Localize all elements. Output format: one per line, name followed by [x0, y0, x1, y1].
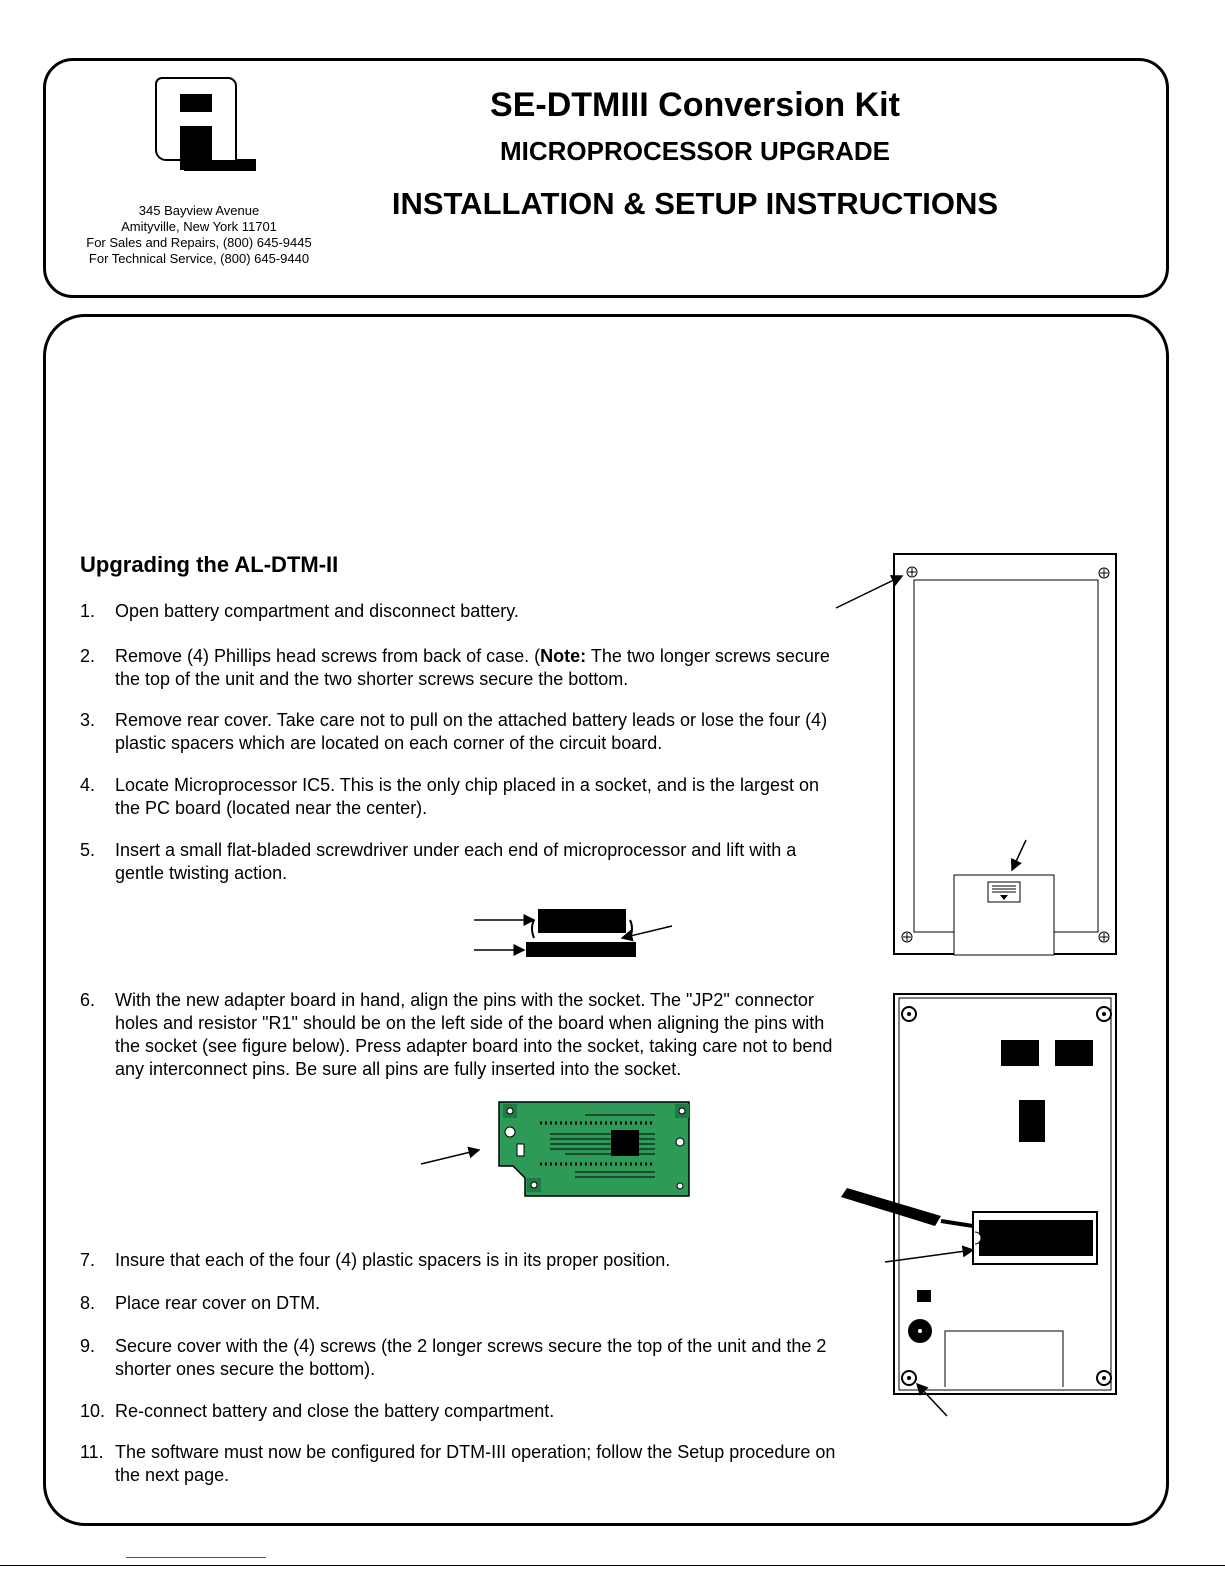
step-10: [80, 1400, 840, 1423]
step-number: 2.: [80, 646, 96, 666]
step-2: [80, 645, 840, 691]
step-number: 8.: [80, 1293, 96, 1313]
step-7: [80, 1249, 840, 1272]
step-number: 9.: [80, 1336, 96, 1356]
doc-heading: INSTALLATION & SETUP INSTRUCTIONS: [391, 186, 999, 221]
step-text: Locate Microprocessor IC5. This is the only chip placed in a socket, and is the largest on the PC board (located near the center).: [115, 775, 820, 818]
step-5: [80, 839, 840, 885]
doc-title: SE-DTMIII Conversion Kit: [490, 86, 900, 124]
step-text: With the new adapter board in hand, align the pins with the socket. The "JP2" connector holes and resistor "R1" should be on the left side of the board when aligning the pins with the socket (see figure below). Press adapter board into the socket, taking care not to bend any interconnect pins. Be sure all pins are fully inserted into the socket.: [115, 990, 833, 1079]
tech-phone: For Technical Service, (800) 645-9440: [88, 251, 310, 266]
adapter-board-figure: [415, 1098, 695, 1200]
step-number: 3.: [80, 710, 96, 730]
step-9: [80, 1335, 840, 1381]
step-text: The software must now be configured for DTM-III operation; follow the Setup procedure on the next page.: [115, 1442, 836, 1485]
step-text: Open battery compartment and disconnect battery.: [115, 601, 519, 621]
section-heading: Upgrading the AL-DTM-II: [80, 552, 339, 577]
step-11: [80, 1441, 840, 1487]
step-text-start: Remove (4) Phillips head screws from back of case. (: [115, 646, 541, 666]
step-text: [115, 645, 840, 691]
step-number: 4.: [80, 775, 96, 795]
step-text: Insure that each of the four (4) plastic spacers is in its proper position.: [115, 1250, 671, 1270]
footer-link[interactable]: [126, 1557, 266, 1558]
company-logo: [150, 76, 260, 176]
step-text: Secure cover with the (4) screws (the 2 longer screws secure the top of the unit and the 2 shorter ones secure the bottom).: [115, 1336, 827, 1379]
step-text: Place rear cover on DTM.: [115, 1293, 321, 1313]
step-3: [80, 709, 840, 755]
step-number: 5.: [80, 840, 96, 860]
rear-cover-figure: [830, 552, 1120, 957]
step-6: [80, 989, 840, 1081]
step-number: 6.: [80, 990, 96, 1010]
step-number: 11.: [80, 1442, 104, 1462]
step-8: [80, 1292, 840, 1315]
step-4: [80, 774, 840, 820]
step-text: Insert a small flat-bladed screwdriver under each end of microprocessor and lift with a gentle twisting action.: [115, 840, 797, 883]
circuit-board-figure: [835, 992, 1125, 1422]
bottom-rule: [0, 1565, 1225, 1566]
note-label: Note:: [540, 646, 587, 666]
step-text-end: The two longer screws secure the top of the unit and the two shorter screws secure the bottom.: [115, 646, 830, 689]
company-address: [60, 203, 338, 267]
sales-phone: For Sales and Repairs, (800) 645-9445: [86, 235, 312, 250]
step-text: Re-connect battery and close the battery compartment.: [115, 1401, 555, 1421]
step-text: Remove rear cover. Take care not to pull on the attached battery leads or lose the four (4) plastic spacers which are located on each corner of the circuit board.: [115, 710, 828, 753]
step-number: 7.: [80, 1250, 96, 1270]
step-1: [80, 600, 840, 623]
address-street: 345 Bayview Avenue: [138, 203, 260, 218]
address-city: Amityville, New York 11701: [121, 219, 277, 234]
doc-subtitle: MICROPROCESSOR UPGRADE: [499, 136, 891, 166]
chip-removal-figure: [470, 900, 680, 965]
step-number: 10.: [80, 1401, 106, 1421]
step-number: 1.: [80, 601, 96, 621]
